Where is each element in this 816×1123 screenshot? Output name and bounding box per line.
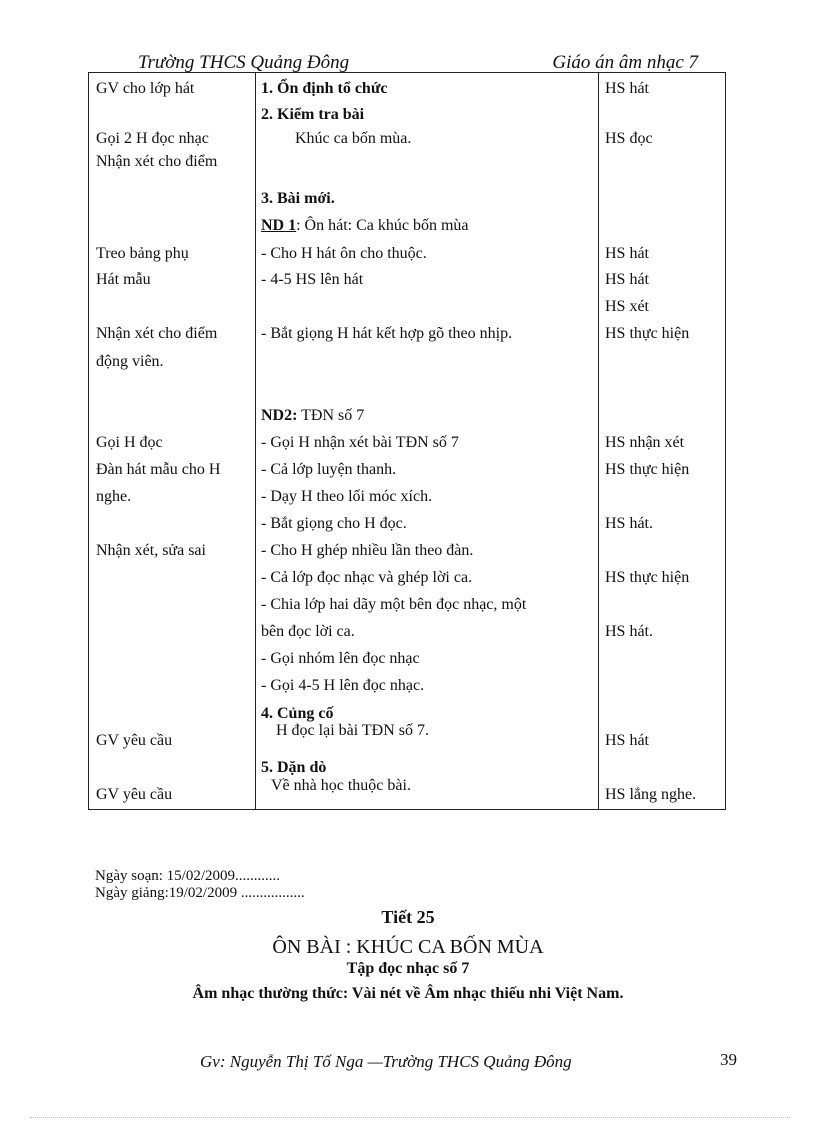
footer-author: Gv: Nguyễn Thị Tố Nga —Trường THCS Quảng Đông	[200, 1052, 572, 1071]
nd1-label: ND 1	[261, 217, 297, 234]
student-activity: HS lắng nghe.	[605, 786, 697, 803]
content-item: - Bắt giọng cho H đọc.	[261, 515, 407, 532]
section-heading: 3. Bài mới.	[261, 190, 335, 207]
teacher-activity: Nhận xét cho điểm	[96, 153, 218, 170]
section-heading: 5. Dặn dò	[261, 759, 327, 776]
page-number: 39	[720, 1050, 737, 1069]
student-activity: HS nhận xét	[605, 434, 685, 451]
teacher-activity: động viên.	[96, 353, 164, 370]
teacher-activity: Hát mẫu	[96, 271, 151, 288]
lesson-subtitle: Tập đọc nhạc số 7	[346, 960, 470, 977]
section-heading: 4. Củng cố	[261, 705, 334, 722]
teacher-activity: GV yêu cầu	[96, 786, 173, 803]
ngay-giang: Ngày giảng:19/02/2009 .................	[95, 885, 305, 901]
content-text: H đọc lại bài TĐN số 7.	[276, 722, 430, 739]
content-item: - Bắt giọng H hát kết hợp gõ theo nhịp.	[261, 325, 513, 342]
teacher-activity: Nhận xét, sửa sai	[96, 542, 206, 559]
content-item: - Chia lớp hai dãy một bên đọc nhạc, một	[261, 596, 527, 613]
column-divider	[255, 73, 256, 809]
teacher-activity: GV cho lớp hát	[96, 80, 195, 97]
nd1-title: : Ôn hát: Ca khúc bốn mùa	[296, 217, 469, 234]
content-text: Về nhà học thuộc bài.	[271, 777, 411, 794]
student-activity: HS hát	[605, 245, 649, 262]
content-item: - Cả lớp luyện thanh.	[261, 461, 397, 478]
column-divider	[598, 73, 599, 809]
student-activity: HS hát.	[605, 515, 653, 532]
student-activity: HS hát.	[605, 623, 653, 640]
lesson-title: ÔN BÀI : KHÚC CA BỐN MÙA	[272, 936, 544, 958]
ngay-soan: Ngày soạn: 15/02/2009............	[95, 868, 280, 884]
lesson-number: Tiết 25	[381, 907, 435, 927]
content-subheading	[261, 406, 364, 426]
student-activity: HS xét	[605, 298, 649, 315]
header-subject: Giáo án âm nhạc 7	[552, 52, 698, 73]
teacher-activity: Gọi H đọc	[96, 434, 163, 451]
content-item: - Gọi 4-5 H lên đọc nhạc.	[261, 677, 425, 694]
bottom-divider	[30, 1117, 790, 1118]
header-school: Trường THCS Quảng Đông	[138, 52, 350, 73]
teacher-activity: GV yêu cầu	[96, 732, 173, 749]
student-activity: HS thực hiện	[605, 325, 690, 342]
section-heading: 1. Ổn định tổ chức	[261, 80, 388, 97]
content-item: bên đọc lời ca.	[261, 623, 355, 640]
content-item: - Gọi H nhận xét bài TĐN số 7	[261, 434, 459, 451]
student-activity: HS hát	[605, 732, 649, 749]
page-header	[138, 52, 698, 74]
nd2-title: TĐN số 7	[297, 407, 365, 424]
content-item: - Dạy H theo lối móc xích.	[261, 488, 433, 505]
student-activity: HS đọc	[605, 130, 653, 147]
content-item: - Cho H hát ôn cho thuộc.	[261, 245, 427, 262]
section-heading: 2. Kiểm tra bài	[261, 106, 365, 123]
teacher-activity: nghe.	[96, 488, 132, 505]
content-item: - Cho H ghép nhiều lần theo đàn.	[261, 542, 474, 559]
content-subheading	[261, 216, 469, 236]
teacher-activity: Gọi 2 H đọc nhạc	[96, 130, 209, 147]
lesson-table	[88, 72, 726, 810]
lesson-topic: Âm nhạc thường thức: Vài nét về Âm nhạc thiếu nhi Việt Nam.	[192, 985, 624, 1002]
student-activity: HS thực hiện	[605, 461, 690, 478]
student-activity: HS hát	[605, 271, 649, 288]
student-activity: HS hát	[605, 80, 649, 97]
student-activity: HS thực hiện	[605, 569, 690, 586]
content-text: Khúc ca bốn mùa.	[295, 130, 412, 147]
teacher-activity: Đàn hát mẫu cho H	[96, 461, 221, 478]
nd2-label: ND2:	[261, 407, 298, 424]
content-item: - 4-5 HS lên hát	[261, 271, 364, 288]
teacher-activity: Treo bảng phụ	[96, 245, 189, 262]
content-item: - Cả lớp đọc nhạc và ghép lời ca.	[261, 569, 473, 586]
content-item: - Gọi nhóm lên đọc nhạc	[261, 650, 420, 667]
teacher-activity: Nhận xét cho điểm	[96, 325, 218, 342]
